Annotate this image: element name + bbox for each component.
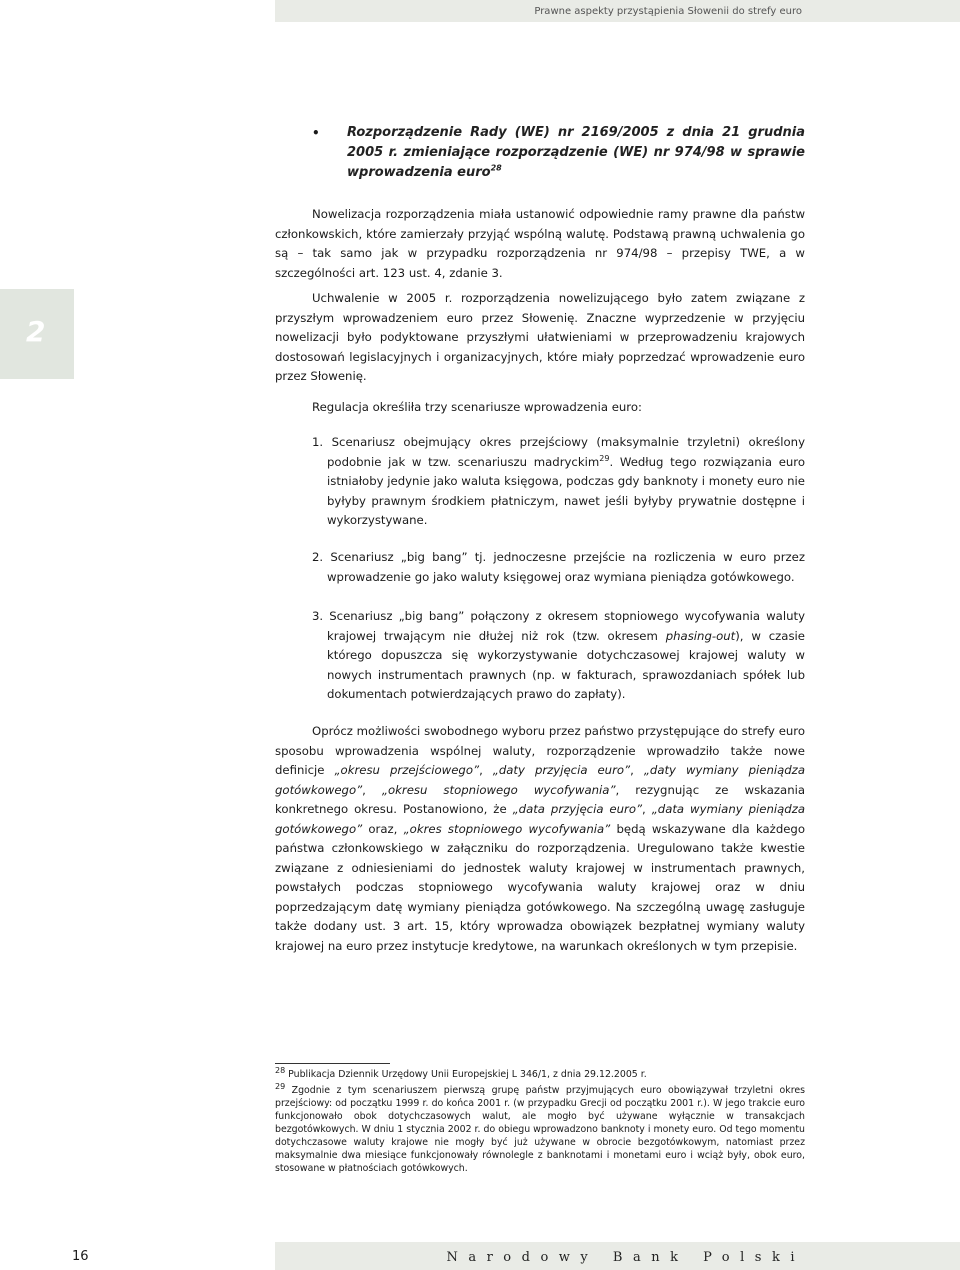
list-item-3-emphasis: phasing-out xyxy=(665,628,736,643)
chapter-tab xyxy=(0,289,74,379)
paragraph-2 xyxy=(275,289,805,387)
closing-text-1: Oprócz możliwości swobodnego wyboru przez państwo przystępujące do strefy euro sposobu wprowadzenia wspólnej waluty, rozporządzenie wprowadziło także nowe definicje xyxy=(275,724,805,777)
chapter-number: 2 xyxy=(26,315,46,348)
list-item-3-part-b: ), w czasie którego dopuszcza się wykorzystywanie dotychczasowej krajowej waluty w nowych instrumentach prawnych (np. w fakturach, sprawozdaniach spółek lub dokumentach potwierdzających prawo do zapłaty). xyxy=(327,628,805,701)
footnote-ref-28: 28 xyxy=(490,163,502,173)
footnote-28 xyxy=(275,1065,805,1081)
closing-text-7: oraz, xyxy=(362,821,404,836)
closing-text-2: , xyxy=(479,763,493,777)
list-item-1-part-a: 1. Scenariusz obejmujący okres przejściowy (maksymalnie trzyletni) określony podobnie jak w tzw. scenariuszu madryckim xyxy=(312,435,805,469)
footnote-29-text: Zgodnie z tym scenariuszem pierwszą grupę państw przyjmujących euro obowiązywał trzyletni okres przejściowy: od początku 1999 r. do końca 2001 r. (w przypadku Grecji od początku 2001 r.). W jego trakcie euro funkcjonowało obok dotychczasowych walut, ale mogło być używane wyłącznie w transakcjach bezgotówkowych. W dniu 1 stycznia 2002 r. do obiegu wprowadzono banknoty i monety euro. Od tego momentu dotychczasowe waluty krajowe nie mogły być już używane w obrocie bezgotówkowym, natomiast przez maksymalnie dwa miesiące funkcjonowały równolegle z banknotami i monetami euro i wciąż były, obok euro, stosowane w płatnościach gotówkowych. xyxy=(275,1085,805,1174)
list-item-2-text: 2. Scenariusz „big bang” tj. jednoczesne przejście na rozliczenia w euro przez wprowadzenie go jako waluty księgowej oraz wymiana pieniądza gotówkowego. xyxy=(312,550,805,584)
footnote-ref-29: 29 xyxy=(599,453,610,463)
closing-paragraph xyxy=(275,722,805,956)
list-item-3-part-a: 3. Scenariusz „big bang” połączony z okresem stopniowego wycofywania waluty krajowej trwającym nie dłużej niż rok (tzw. okresem xyxy=(312,609,805,643)
running-header xyxy=(275,0,960,22)
footnote-divider xyxy=(275,1063,390,1064)
bullet-marker: • xyxy=(312,126,320,140)
closing-text-6: , xyxy=(642,802,652,816)
list-item-1-part-b: . Według tego rozwiązania euro istniałoby jedynie jako waluta księgowa, podczas gdy banknoty i monety euro nie byłyby prawnym środkiem płatniczym, nawet jeśli byłyby prywatnie dostępne i wykorzystywane. xyxy=(327,454,806,527)
list-item-1-text xyxy=(312,433,805,531)
footer-brand: Narodowy Bank Polski xyxy=(446,1250,805,1265)
closing-term-5: „data przyjęcia euro” xyxy=(512,802,643,816)
paragraph-2-text: Uchwalenie w 2005 r. rozporządzenia nowelizującego było zatem związane z przyszłym wprowadzeniem euro przez Słowenię. Znaczne wyprzedzenie w przyjęciu nowelizacji było podyktowane przyszłymi ułatwieniami w przeprowadzeniu krajowych dostosowań legislacyjnych i organizacyjnych, które miały poprzedzać wprowadzenie euro przez Słowenię. xyxy=(275,291,805,383)
list-item-2 xyxy=(312,548,805,587)
footnote-28-text: Publikacja Dziennik Urzędowy Unii Europejskiej L 346/1, z dnia 29.12.2005 r. xyxy=(288,1069,647,1080)
list-item-1 xyxy=(312,433,805,531)
paragraph-1-text: Nowelizacja rozporządzenia miała ustanowić odpowiednie ramy prawne dla państw członkowskich, które zamierzały przyjąć wspólną walutę. Podstawą prawną uchwalenia go są – tak samo jak w przypadku rozporządzenia nr 974/98 – przepisy TWE, a w szczególności art. 123 ust. 4, zdanie 3. xyxy=(275,207,805,280)
list-item-3 xyxy=(312,607,805,705)
page-number: 16 xyxy=(72,1249,89,1264)
section-heading-title: Rozporządzenie Rady (WE) nr 2169/2005 z dnia 21 grudnia 2005 r. zmieniające rozporządzenie (WE) nr 974/98 w sprawie wprowadzenia euro xyxy=(347,125,805,180)
footnote-28-number: 28 xyxy=(275,1065,286,1075)
closing-term-6: „data wymiany pieniądza gotówkowego” xyxy=(275,802,805,836)
paragraph-1 xyxy=(275,205,805,283)
footer-bar xyxy=(275,1242,960,1270)
paragraph-3-text: Regulacja określiła trzy scenariusze wprowadzenia euro: xyxy=(312,400,642,414)
closing-paragraph-text xyxy=(275,722,805,956)
section-heading-text xyxy=(347,123,805,183)
list-item-3-text xyxy=(312,607,805,705)
closing-term-2: „daty przyjęcia euro” xyxy=(492,763,631,777)
closing-term-4: „okresu stopniowego wycofywania” xyxy=(381,782,616,797)
closing-text-5: , rezygnując ze wskazania konkretnego okresu. Postanowiono, że xyxy=(275,782,806,816)
running-header-title: Prawne aspekty przystąpienia Słowenii do strefy euro xyxy=(534,6,802,17)
closing-text-8: będą wskazywane dla każdego państwa członkowskiego w załączniku do rozporządzenia. Uregulowano także kwestie związane z odniesieniami do jednostek waluty krajowej w instrumentach prawnych, powstałych podczas stopniowego wycofywania waluty krajowej oraz w dniu poprzedzającym datę wymiany pieniądza gotówkowego. Na szczególną uwagę zasługuje także dodany ust. 3 art. 15, który wprowadza obowiązek bezpłatnej wymiany waluty krajowej na euro przez instytucje kredytowe, na warunkach określonych w tym przepisie. xyxy=(275,821,805,953)
closing-term-3: „daty wymiany pieniądza gotówkowego” xyxy=(275,763,805,797)
closing-term-1: „okresu przejściowego” xyxy=(334,763,480,777)
closing-text-3: , xyxy=(630,763,644,777)
closing-term-7: „okres stopniowego wycofywania” xyxy=(403,821,611,836)
footnote-29-number: 29 xyxy=(275,1081,286,1091)
paragraph-3 xyxy=(275,398,805,418)
footnote-29 xyxy=(275,1081,805,1175)
closing-text-4: , xyxy=(362,782,382,797)
